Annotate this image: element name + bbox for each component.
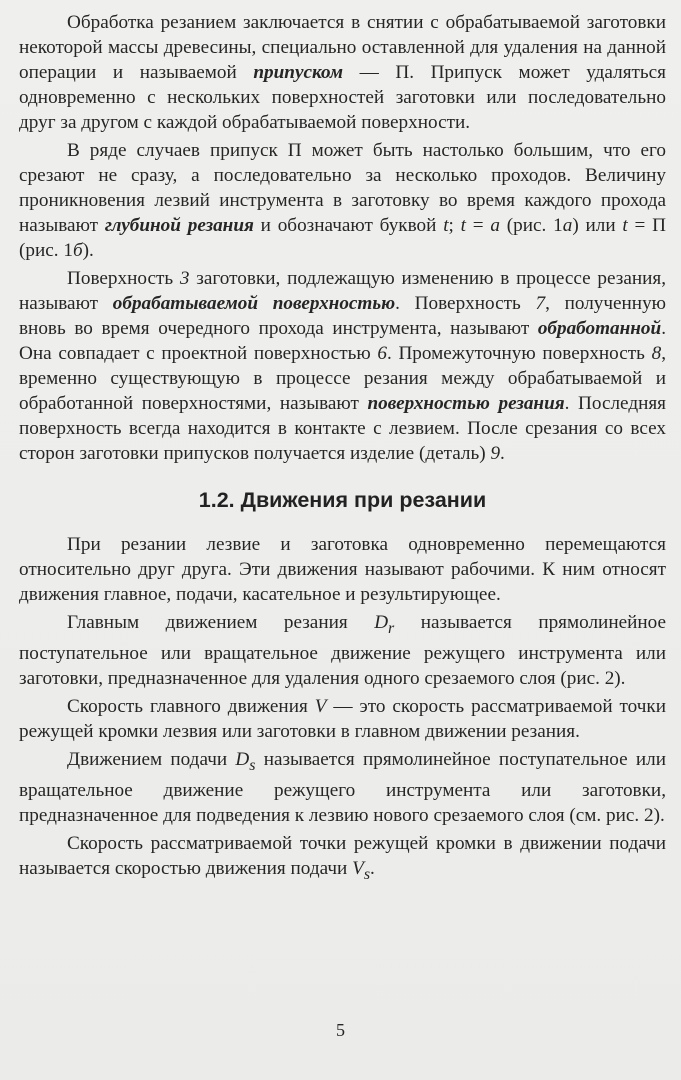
italic-symbol: t <box>443 215 449 236</box>
italic-symbol: 8 <box>651 343 662 364</box>
text-run: Движением подачи <box>67 748 236 770</box>
text-run: ) или <box>572 215 623 236</box>
italic-symbol: б <box>72 240 83 261</box>
paragraph-7 <box>19 747 666 828</box>
text-run: ). <box>82 240 94 261</box>
text-run: . Последняя поверхность всегда находится в контакте с лезвием. После срезания со всех сторон заготовки припусков получается изделие (деталь) <box>19 393 667 464</box>
text-run: = П (рис. 1 <box>19 215 666 261</box>
emphasized-term: поверхностью резания <box>367 393 565 414</box>
italic-symbol: V <box>314 695 327 717</box>
page-content <box>19 10 666 886</box>
subscript: s <box>363 865 371 883</box>
italic-symbol: 3 <box>179 268 190 289</box>
emphasized-term: припуском <box>253 62 344 83</box>
text-run: — П. Припуск может удаляться одновременно с нескольких поверхностей заготовки или последовательно друг за другом с каждой обрабатываемой поверхности. <box>19 62 666 133</box>
text-run: Скорость главного движения <box>67 695 315 717</box>
paragraph-3 <box>19 266 666 466</box>
italic-symbol: 6 <box>377 343 387 364</box>
text-run: называется прямолинейное поступательное или вращательное движение режущего инструмента или заготовки, предназначенное для удаления одного срезаемого слоя (рис. 2). <box>19 612 666 689</box>
text-run: , временно существующую в процессе резания между обрабатываемой и обработанной поверхностями, называют <box>19 343 666 414</box>
text-run: , полученную вновь во время очередного прохода инструмента, называют <box>19 293 667 339</box>
text-run: . <box>500 443 505 464</box>
text-run: Главным движением резания <box>67 612 375 633</box>
text-run: . Поверхность <box>395 293 536 314</box>
italic-symbol: a <box>562 215 573 236</box>
italic-symbol: D <box>235 748 250 770</box>
text-run: Скорость рассматриваемой точки режущей кромки в движении подачи называется скоростью движения подачи <box>19 832 666 879</box>
italic-symbol: D <box>374 612 389 633</box>
text-run: . Промежуточную поверхность <box>386 343 652 364</box>
italic-symbol: a <box>490 215 500 236</box>
text-run: Поверхность <box>67 268 180 289</box>
page-number: 5 <box>336 1020 345 1040</box>
text-run: = <box>466 215 491 236</box>
italic-symbol: 9 <box>490 443 501 464</box>
emphasized-term: обработанной <box>537 318 662 339</box>
italic-symbol: t <box>460 215 467 236</box>
subscript: s <box>249 756 256 774</box>
text-run: и обозначают буквой <box>253 215 444 236</box>
italic-symbol: V <box>352 857 364 879</box>
paragraph-5 <box>19 610 666 691</box>
emphasized-term: глубиной резания <box>104 215 254 236</box>
subscript: r <box>388 619 395 637</box>
section-heading: 1.2. Движения при резании <box>198 488 487 512</box>
text-run: — это скорость рассматриваемой точки режущей кромки лезвия или заготовки в главном движении резания. <box>19 695 666 742</box>
emphasized-term: обрабатываемой поверхностью <box>112 293 396 314</box>
text-run: (рис. 1 <box>500 215 563 236</box>
paragraph-1 <box>19 10 666 135</box>
paragraph-4 <box>19 532 666 607</box>
text-run: При резании лезвие и заготовка одновременно перемещаются относительно друг друга. Эти движения называют рабочими. К ним относят движения главное, подачи, касательное и результирующее. <box>19 534 666 605</box>
italic-symbol: 7 <box>535 293 546 314</box>
italic-symbol: t <box>622 215 628 236</box>
text-run: . Она совпадает с проектной поверхностью <box>19 318 666 364</box>
text-run: называется прямолинейное поступательное или вращательное движение режущего инструмента или заготовки, предназначенное для подведения к лезвию нового срезаемого слоя (см. рис. 2). <box>19 748 666 826</box>
paragraph-2 <box>19 138 666 263</box>
text-run: В ряде случаев припуск П может быть настолько большим, что его срезают не сразу, а последовательно за несколько проходов. Величину проникновения лезвий инструмента в заготовку во время каждого прохода называют <box>19 140 666 236</box>
text-run: Обработка резанием заключается в снятии с обрабатываемой заготовки некоторой массы древесины, специально оставленной для удаления на данной операции и называемой <box>19 12 666 83</box>
text-run: ; <box>448 215 461 236</box>
text-run: . <box>370 857 375 879</box>
paragraph-8 <box>19 831 666 887</box>
paragraph-6 <box>19 694 666 744</box>
text-run: заготовки, подлежащую изменению в процессе резания, называют <box>19 268 666 314</box>
